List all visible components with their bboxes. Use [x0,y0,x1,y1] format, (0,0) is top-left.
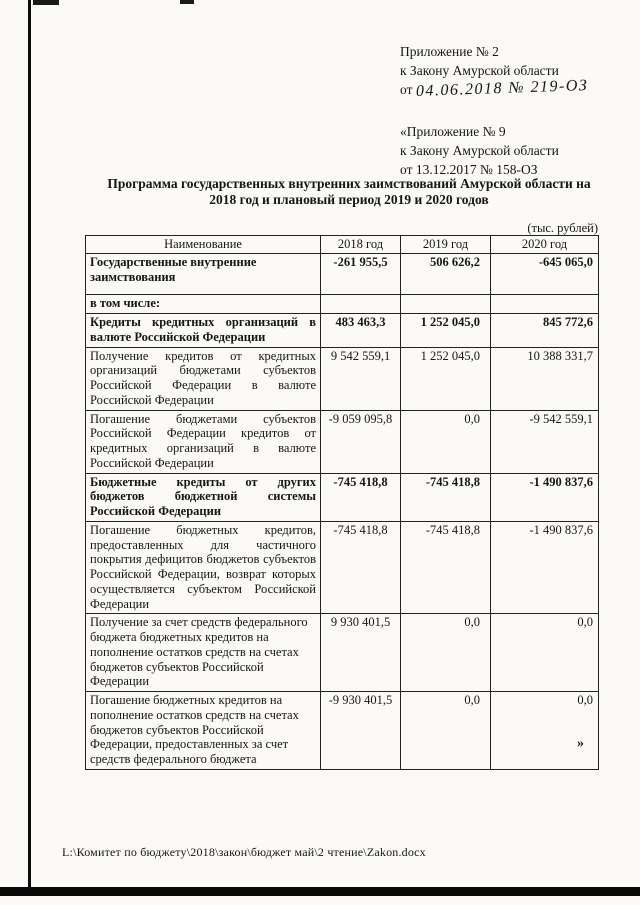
table-row [86,314,599,348]
table-row [86,614,599,692]
value-2018: -9 930 401,5 [321,692,401,770]
value-2019: -745 418,8 [401,473,491,521]
value-2020: 845 772,6 [491,314,599,348]
document-title: Программа государственных внутренних заимствований Амурской области на 2018 год и плановый период 2019 и 2020 годов [107,176,591,207]
table-row [86,521,599,614]
column-header-2019: 2019 год [401,236,491,254]
value-2020: 10 388 331,7 [491,347,599,410]
value-2018: -745 418,8 [321,521,401,614]
value-2018: -261 955,5 [321,253,401,295]
row-name: Бюджетные кредиты от других бюджетов бюджетной системы Российской Федерации [86,473,321,521]
appendix-2-line-1: «Приложение № 9 [400,124,506,139]
scan-artifact-mark [33,0,59,5]
units-label: (тыс. рублей) [527,221,598,235]
appendix-note-2 [400,122,559,179]
appendix-1-line-2: к Закону Амурской области [400,63,559,78]
row-name: Погашение бюджетами субъектов Российской Федерации кредитов от кредитных организаций в валюте Российской Федерации [86,410,321,473]
table-row [86,692,599,770]
column-header-2018: 2018 год [321,236,401,254]
row-name: Получение за счет средств федерального бюджета бюджетных кредитов на пополнение остатков средств на счетах бюджетов субъектов Российской Федерации [86,614,321,692]
date-prefix: от [400,82,413,97]
value-2019: 0,0 [401,692,491,770]
value-2020 [491,295,599,314]
value-2020: 0,0 [491,614,599,692]
row-name: Кредиты кредитных организаций в валюте Российской Федерации [86,314,321,348]
column-header-name: Наименование [86,236,321,254]
value-2020: -645 065,0 [491,253,599,295]
row-name: Государственные внутренние заимствования [86,253,321,295]
table-header-row [86,236,599,254]
document-file-path: L:\Комитет по бюджету\2018\закон\бюджет май\2 чтение\Zakon.docx [62,845,426,859]
row-name: Погашение бюджетных кредитов, предоставленных для частичного покрытия дефицитов бюджетов субъектов Российской Федерации, возврат которых осуществляется субъектом Российской Федерации [86,521,321,614]
value-2019: 1 252 045,0 [401,347,491,410]
value-2018: -745 418,8 [321,473,401,521]
value-2018 [321,295,401,314]
value-2019: 1 252 045,0 [401,314,491,348]
value-2018: 483 463,3 [321,314,401,348]
value-2018: -9 059 095,8 [321,410,401,473]
row-name: Погашение бюджетных кредитов на пополнение остатков средств на счетах бюджетов субъектов Российской Федерации, предоставленных за счет средств федерального бюджета [86,692,321,770]
value-2019: 0,0 [401,410,491,473]
scan-artifact-bottom-bar [0,887,640,896]
appendix-1-line-1: Приложение № 2 [400,44,499,59]
value-2020: -1 490 837,6 [491,473,599,521]
borrowings-table [85,235,599,770]
value-2019 [401,295,491,314]
column-header-2020: 2020 год [491,236,599,254]
table-row [86,410,599,473]
value-2019: -745 418,8 [401,521,491,614]
appendix-2-line-2: к Закону Амурской области [400,143,559,158]
row-name: Получение кредитов от кредитных организаций бюджетами субъектов Российской Федерации в валюте Российской Федерации [86,347,321,410]
closing-quote-mark: » [577,736,584,751]
appendix-2-line-3: от 13.12.2017 № 158-ОЗ [400,162,538,177]
row-name: в том числе: [86,295,321,314]
scan-artifact-left-line [28,0,31,889]
appendix-1-line-3 [400,76,589,101]
table-row [86,473,599,521]
scan-artifact-mark [180,0,194,4]
handwritten-date-number: 04.06.2018 № 219-ОЗ [415,76,589,101]
value-2018: 9 930 401,5 [321,614,401,692]
value-2019: 506 626,2 [401,253,491,295]
table-row [86,253,599,295]
table-row [86,295,599,314]
appendix-note-1 [400,42,588,99]
value-2020: -1 490 837,6 [491,521,599,614]
value-2018: 9 542 559,1 [321,347,401,410]
table-row [86,347,599,410]
value-2020: 0,0 [491,692,599,770]
value-2020: -9 542 559,1 [491,410,599,473]
value-2019: 0,0 [401,614,491,692]
